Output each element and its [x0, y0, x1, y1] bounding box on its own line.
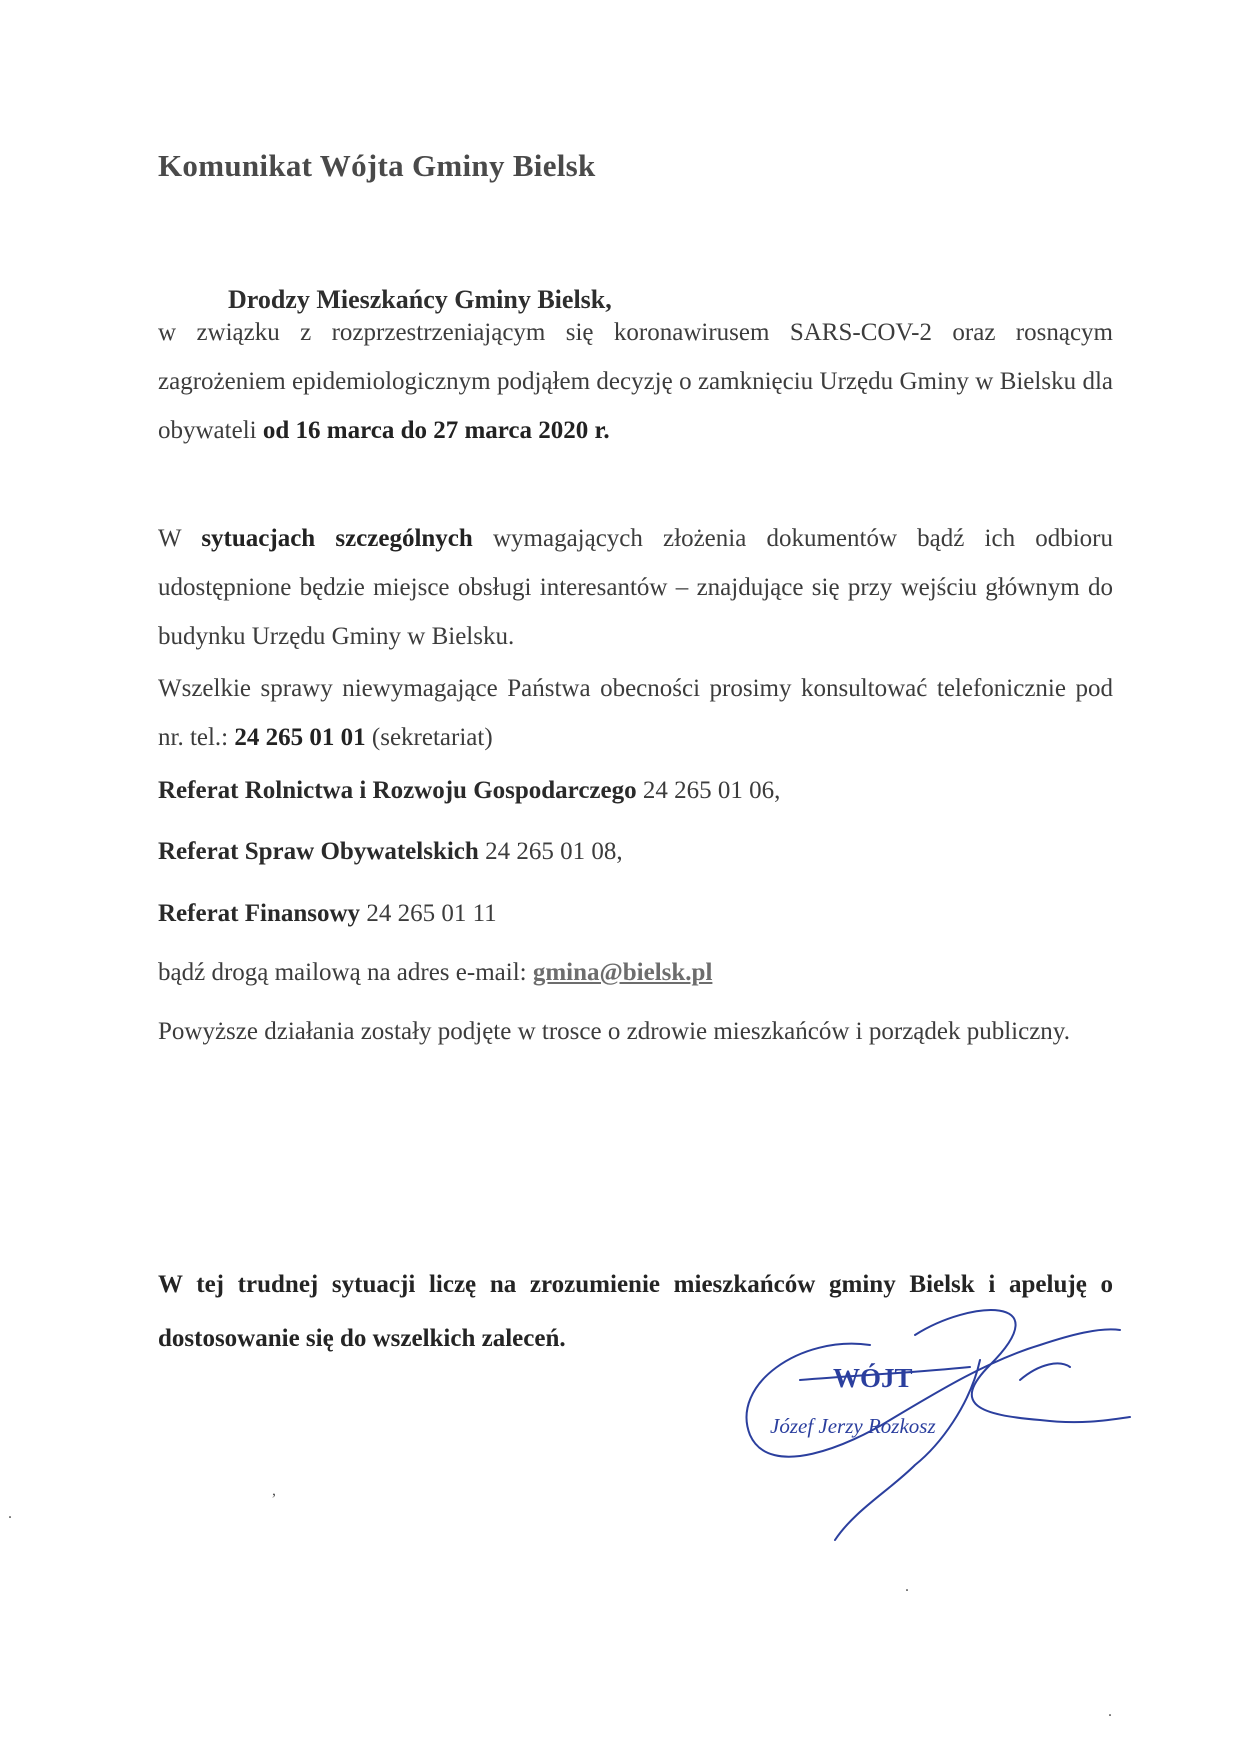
email-line: [158, 959, 712, 987]
email-intro: bądź drogą mailową na adres e-mail:: [158, 959, 533, 986]
contact-phone: 24 265 01 11: [360, 900, 497, 927]
signature-role: WÓJT: [833, 1363, 913, 1393]
contact-civic: [158, 838, 623, 866]
contact-agriculture: [158, 777, 780, 805]
closing-appeal: W tej trudnej sytuacji liczę na zrozumienie mieszkańców gminy Bielsk i apeluję o dostosowanie się do wszelkich zaleceń.: [158, 1271, 1113, 1352]
contact-name: Referat Finansowy: [158, 900, 361, 927]
phone-intro: Wszelkie sprawy niewymagające Państwa obecności prosimy konsultować telefonicznie pod nr. tel.:: [158, 675, 1113, 751]
scan-speck: .: [8, 1505, 12, 1522]
special-cases-text: wymagających złożenia dokumentów bądź ich odbioru udostępnione będzie miejsce obsługi interesantów – znajdujące się przy wejściu głównym do budynku Urzędu Gminy w Bielsku.: [158, 525, 1113, 650]
main-phone: 24 265 01 01: [234, 724, 366, 751]
paragraph-phone: [158, 664, 1113, 762]
scan-speck: .: [1108, 1703, 1112, 1720]
signature: [740, 1305, 1190, 1555]
contact-name: Referat Spraw Obywatelskich: [158, 838, 479, 865]
signature-name: Józef Jerzy Rozkosz: [770, 1414, 936, 1438]
greeting: Drodzy Mieszkańcy Gminy Bielsk,: [228, 285, 612, 314]
email-link[interactable]: gmina@bielsk.pl: [532, 959, 713, 986]
contact-phone: 24 265 01 06,: [636, 777, 781, 804]
letter-title: Komunikat Wójta Gminy Bielsk: [158, 148, 596, 183]
phone-suffix: (sekretariat): [365, 724, 493, 751]
paragraph-closure-text: w związku z rozprzestrzeniającym się koronawirusem SARS-COV-2 oraz rosnącym zagrożeniem epidemiologicznym podjąłem decyzję o zamknięciu Urzędu Gminy w Bielsku dla obywateli: [158, 319, 1113, 444]
paragraph-purpose: Powyższe działania zostały podjęte w trosce o zdrowie mieszkańców i porządek publiczny.: [158, 1018, 1070, 1045]
scan-speck: .: [905, 1578, 909, 1595]
closure-dates: od 16 marca do 27 marca 2020 r.: [262, 417, 610, 444]
paragraph-special-cases: [158, 514, 1113, 661]
contact-finance: [158, 900, 497, 928]
contact-name: Referat Rolnictwa i Rozwoju Gospodarczego: [158, 777, 637, 804]
paragraph-closure: [158, 308, 1113, 455]
special-cases-bold: sytuacjach szczególnych: [201, 525, 473, 552]
contact-phone: 24 265 01 08,: [478, 838, 623, 865]
special-cases-prefix: W: [158, 525, 202, 552]
scan-speck: ,: [272, 1482, 276, 1499]
